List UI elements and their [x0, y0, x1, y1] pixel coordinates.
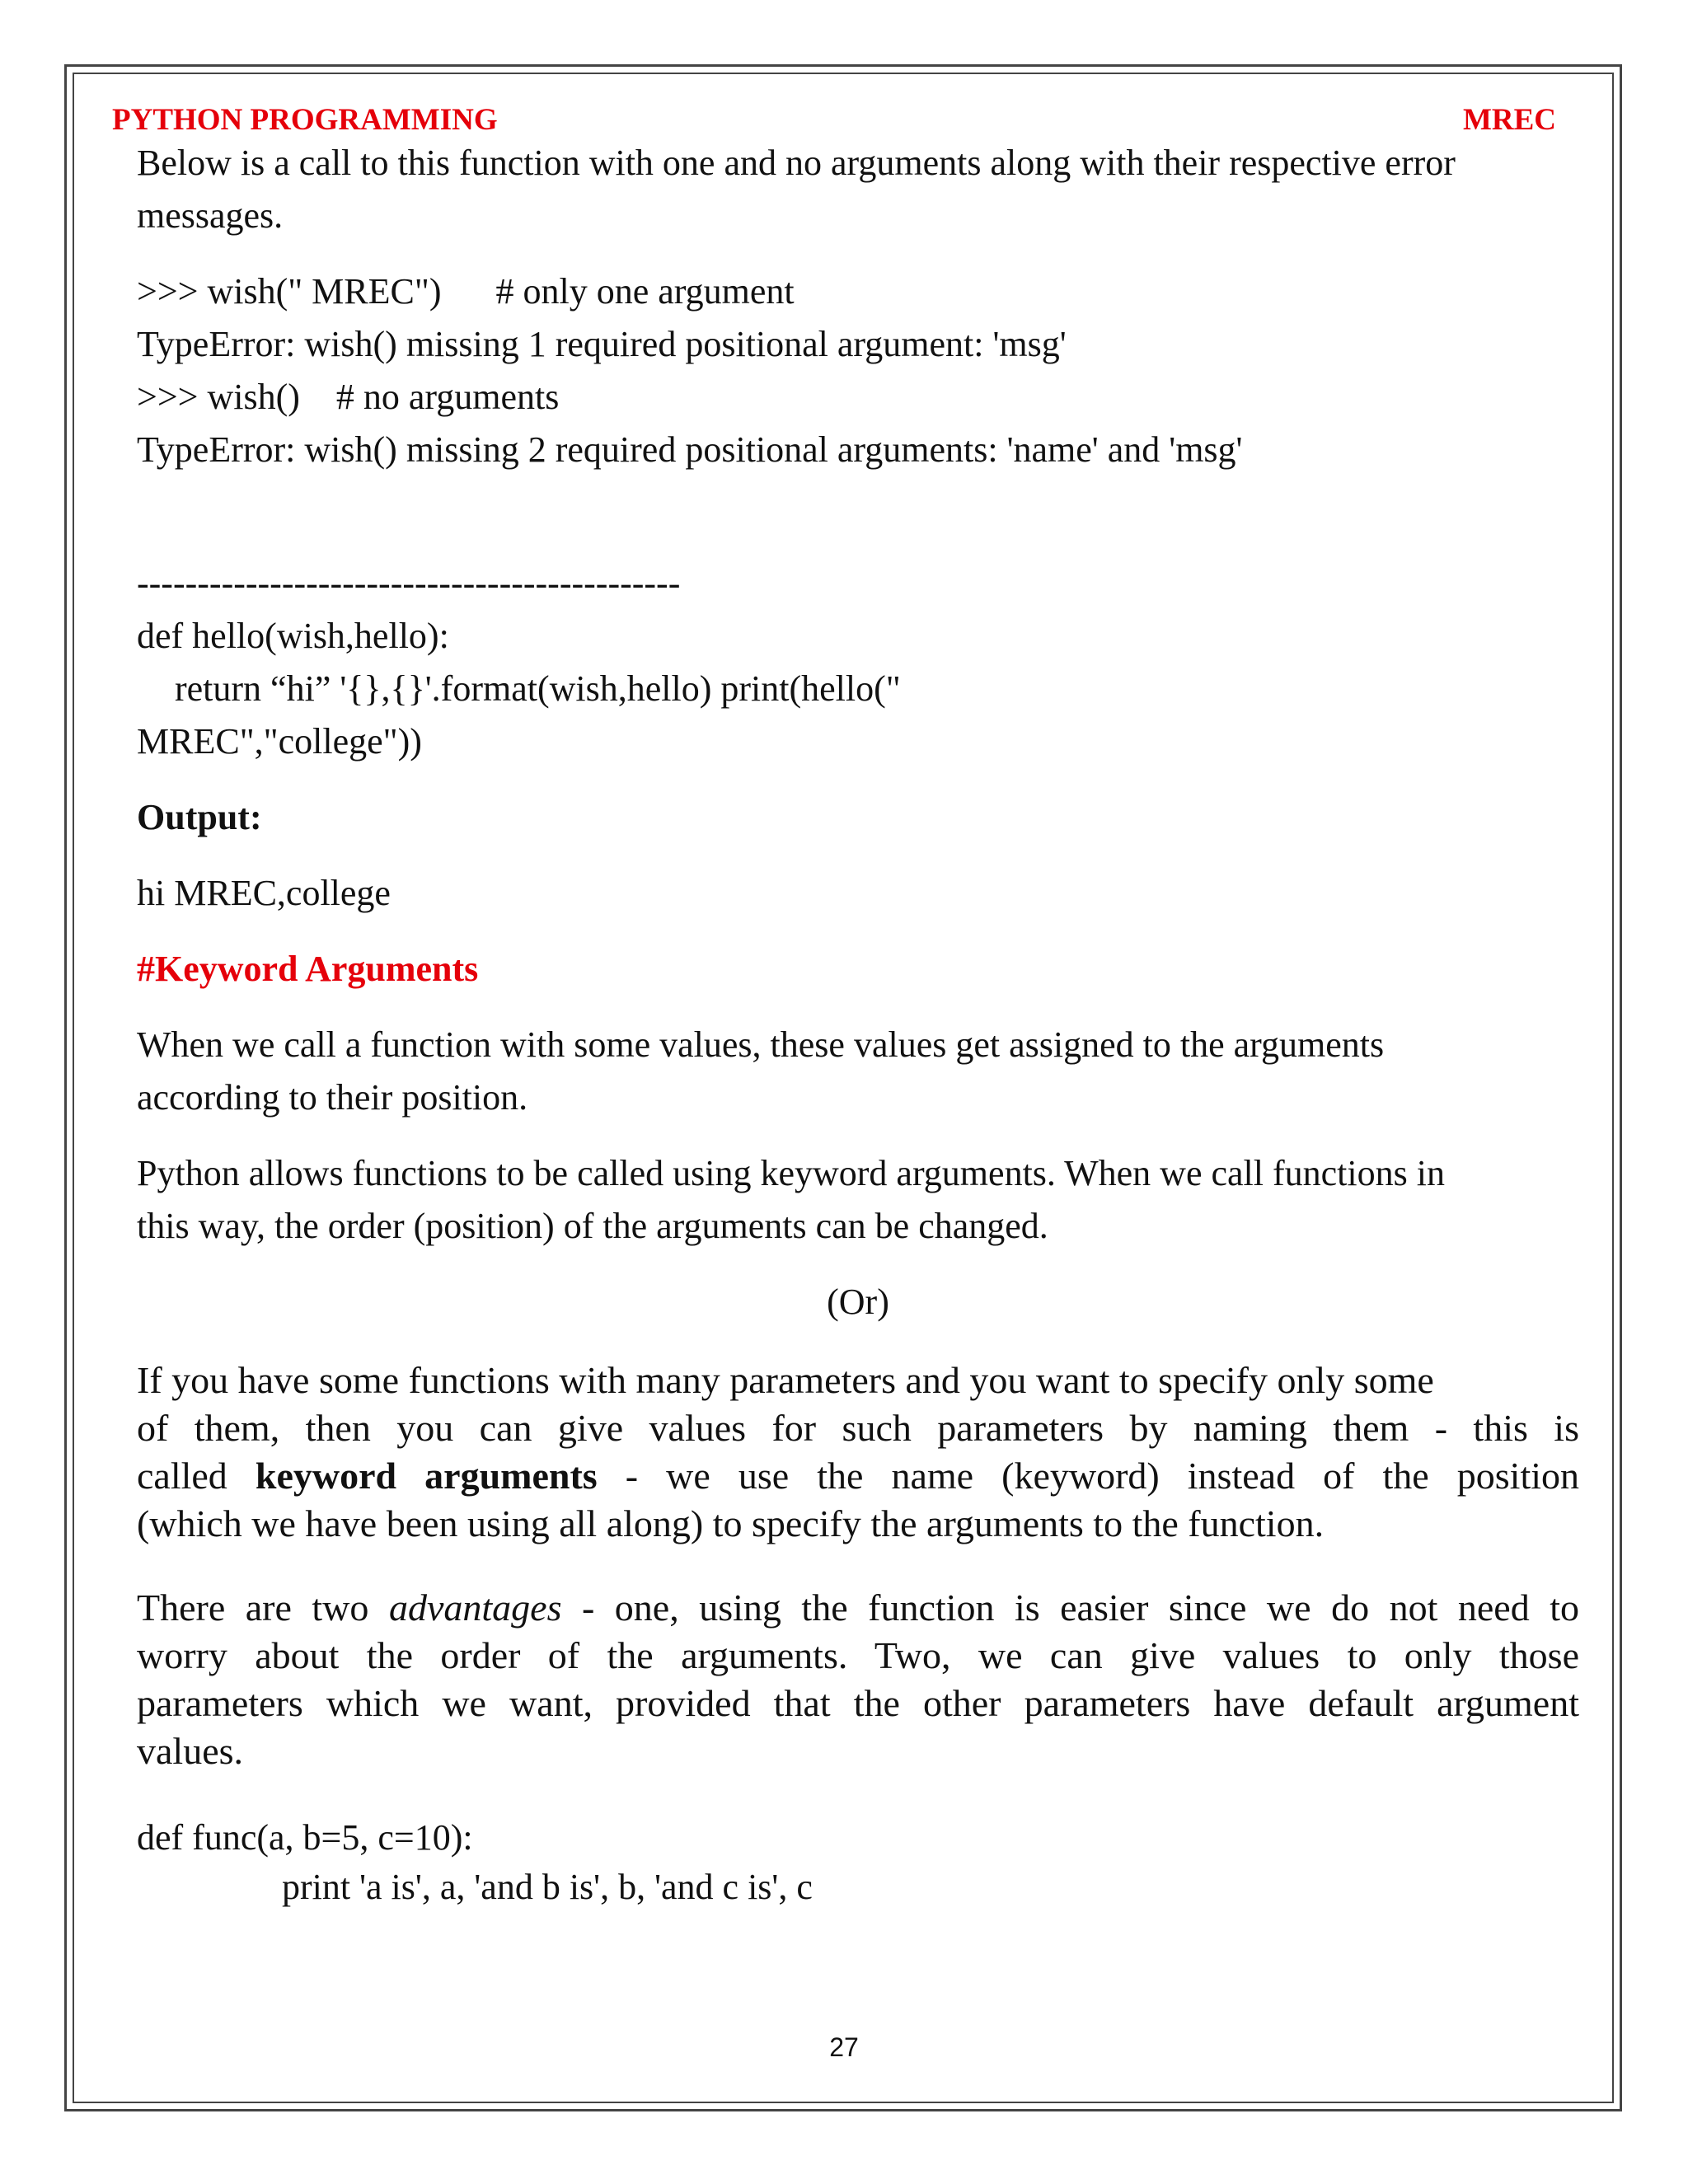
- text-span: called: [137, 1455, 256, 1497]
- code-line: TypeError: wish() missing 2 required positional arguments: 'name' and 'msg': [137, 429, 1243, 470]
- keyword-arguments-heading: #Keyword Arguments: [137, 949, 479, 989]
- hello-continuation-line: MREC","college")): [137, 721, 422, 762]
- paragraph-line: If you have some functions with many parameters and you want to specify only some: [137, 1359, 1434, 1401]
- func-print-line: print 'a is', a, 'and b is', b, 'and c is', c: [282, 1867, 813, 1907]
- header-org: MREC: [1462, 103, 1556, 137]
- code-block-1: [137, 265, 1579, 476]
- text-span: There are two: [137, 1586, 389, 1629]
- keyword-arguments-term: keyword arguments: [255, 1455, 598, 1497]
- page-header: [112, 102, 1556, 138]
- page-content: [137, 137, 1579, 1910]
- output-value: hi MREC,college: [137, 873, 391, 913]
- paragraph-line: Python allows functions to be called using keyword arguments. When we call functions in: [137, 1153, 1445, 1193]
- paragraph-line: values.: [137, 1730, 244, 1772]
- separator-line: ---------------------------------------------: [137, 563, 681, 603]
- hello-return-line: return “hi” '{},{}'.format(wish,hello) print(hello(": [175, 668, 901, 709]
- hello-def-line: def hello(wish,hello):: [137, 616, 449, 656]
- or-separator: (Or): [827, 1282, 889, 1322]
- code-line: >>> wish(" MREC") # only one argument: [137, 271, 795, 312]
- paragraph-line: according to their position.: [137, 1077, 528, 1118]
- header-title: PYTHON PROGRAMMING: [112, 103, 498, 137]
- paragraph-line: this way, the order (position) of the arguments can be changed.: [137, 1206, 1048, 1246]
- text-span: - one, using the function is easier since we do not need to: [561, 1586, 1580, 1629]
- code-line: TypeError: wish() missing 1 required positional argument: 'msg': [137, 324, 1067, 364]
- paragraph-keyword-call: [137, 1147, 1579, 1253]
- paragraph-line: of them, then you can give values for such parameters by naming them - this is: [137, 1407, 1579, 1449]
- output-label: Output:: [137, 797, 262, 837]
- code-block-func: [137, 1811, 1579, 1910]
- text-span: - we use the name (keyword) instead of the position: [597, 1455, 1580, 1497]
- intro-line-2: messages.: [137, 195, 284, 236]
- page-number: 27: [829, 2032, 859, 2062]
- paragraph-line: worry about the order of the arguments. Two, we can give values to only those: [137, 1634, 1579, 1676]
- paragraph-line: When we call a function with some values, these values get assigned to the arguments: [137, 1024, 1385, 1065]
- func-def-line: def func(a, b=5, c=10):: [137, 1817, 473, 1858]
- paragraph-positional: [137, 1019, 1579, 1124]
- intro-line-1: Below is a call to this function with one and no arguments along with their respective error: [137, 143, 1456, 183]
- advantages-term: advantages: [388, 1586, 562, 1629]
- paragraph-line: parameters which we want, provided that the other parameters have default argument: [137, 1682, 1579, 1724]
- paragraph-keyword-definition: [137, 1357, 1579, 1548]
- paragraph-line: [137, 1584, 1579, 1632]
- paragraph-line: [137, 1452, 1579, 1500]
- code-line: >>> wish() # no arguments: [137, 377, 560, 417]
- paragraph-advantages: [137, 1584, 1579, 1775]
- paragraph-line: (which we have been using all along) to specify the arguments to the function.: [137, 1502, 1325, 1544]
